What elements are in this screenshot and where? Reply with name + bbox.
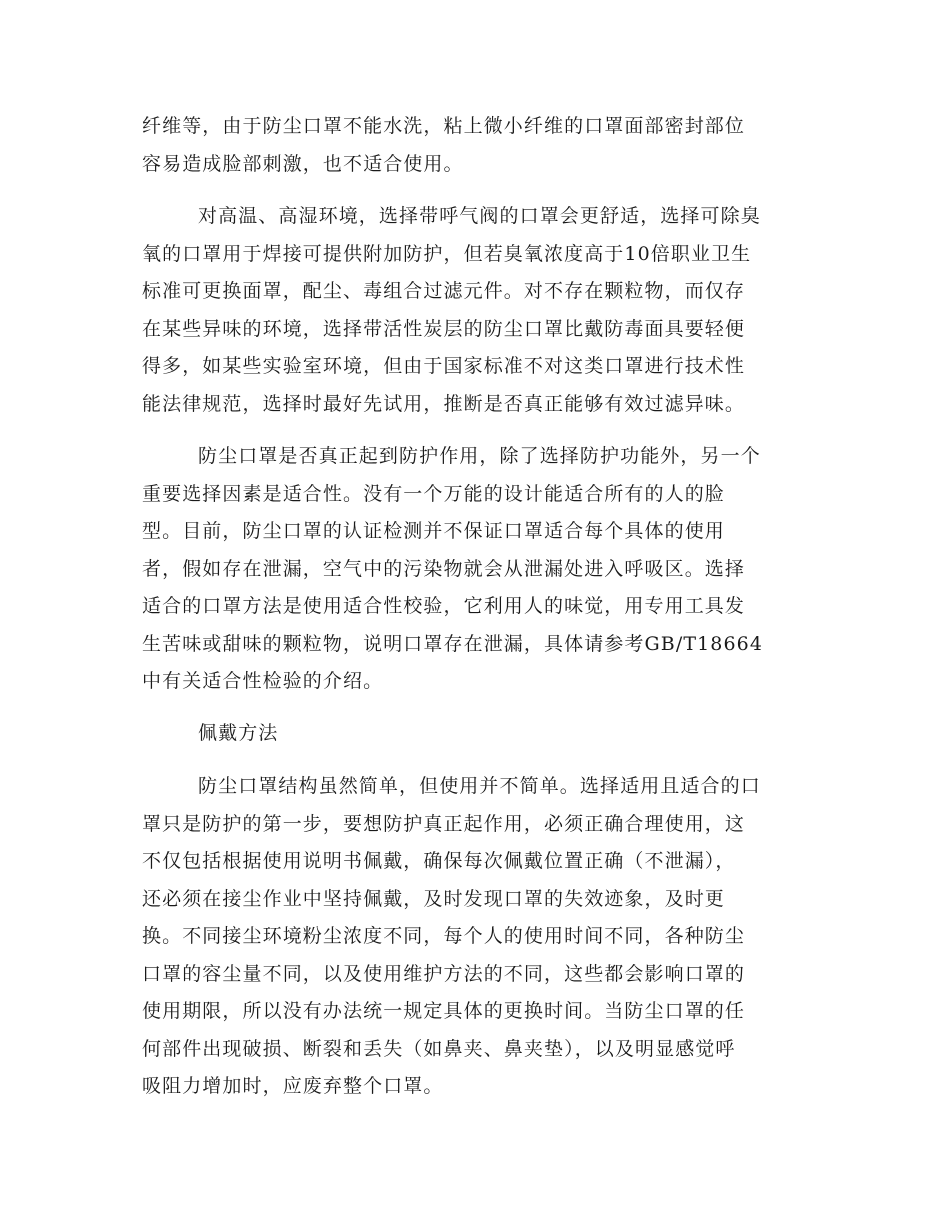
heading-text: 佩戴方法: [198, 722, 279, 744]
paragraph-fit-testing: [142, 438, 808, 701]
text-line: 防尘口罩是否真正起到防护作用，除了选择防护功能外，另一个: [198, 445, 761, 467]
text-line: 型。目前，防尘口罩的认证检测并不保证口罩适合每个具体的使用: [142, 520, 725, 542]
text-line: 氧的口罩用于焊接可提供附加防护，但若臭氧浓度高于10倍职业卫生: [142, 242, 752, 265]
text-line: 口罩的容尘量不同，以及使用维护方法的不同，这些都会影响口罩的: [142, 962, 746, 985]
text-line: 在某些异味的环境，选择带活性炭层的防尘口罩比戴防毒面具要轻便: [142, 317, 746, 340]
text-line: 中有关适合性检验的介绍。: [142, 670, 384, 692]
text-line: 何部件出现破损、断裂和丢失（如鼻夹、鼻夹垫），以及明显感觉呼: [142, 1037, 736, 1060]
text-line: 者，假如存在泄漏，空气中的污染物就会从泄漏处进入呼吸区。选择: [142, 557, 746, 580]
paragraph-fiber-irritation: [142, 108, 808, 183]
text-line: 对高温、高湿环境，选择带呼气阀的口罩会更舒适，选择可除臭: [198, 205, 761, 227]
text-line: 能法律规范，选择时最好先试用，推断是否真正能够有效过滤异味。: [142, 392, 746, 415]
text-line: 标准可更换面罩，配尘、毒组合过滤元件。对不存在颗粒物，而仅存: [142, 280, 746, 302]
text-line: 不仅包括根据使用说明书佩戴，确保每次佩戴位置正确（不泄漏），: [142, 850, 736, 872]
text-line: 换。不同接尘环境粉尘浓度不同，每个人的使用时间不同，各种防尘: [142, 925, 746, 947]
text-line: 使用期限，所以没有办法统一规定具体的更换时间。当防尘口罩的任: [142, 1000, 746, 1022]
section-heading-wearing-method: [142, 715, 808, 753]
paragraph-high-temperature-environment: [142, 198, 808, 423]
text-line: 纤维等，由于防尘口罩不能水洗，粘上微小纤维的口罩面部密封部位: [142, 115, 746, 137]
text-line: 适合的口罩方法是使用适合性校验，它利用人的味觉，用专用工具发: [142, 595, 746, 617]
paragraph-wearing-instructions: [142, 768, 808, 1106]
text-line: 罩只是防护的第一步，要想防护真正起作用，必须正确合理使用，这: [142, 812, 746, 835]
text-line: 生苦味或甜味的颗粒物，说明口罩存在泄漏，具体请参考GB/T18664: [142, 632, 764, 655]
text-line: 容易造成脸部刺激，也不适合使用。: [142, 152, 464, 175]
text-line: 防尘口罩结构虽然简单，但使用并不简单。选择适用且适合的口: [198, 775, 761, 797]
text-line: 吸阻力增加时，应废弃整个口罩。: [142, 1075, 444, 1097]
text-line: 重要选择因素是适合性。没有一个万能的设计能适合所有的人的脸: [142, 482, 725, 505]
text-line: 还必须在接尘作业中坚持佩戴，及时发现口罩的失效迹象，及时更: [142, 887, 725, 910]
text-line: 得多，如某些实验室环境，但由于国家标准不对这类口罩进行技术性: [142, 355, 746, 377]
